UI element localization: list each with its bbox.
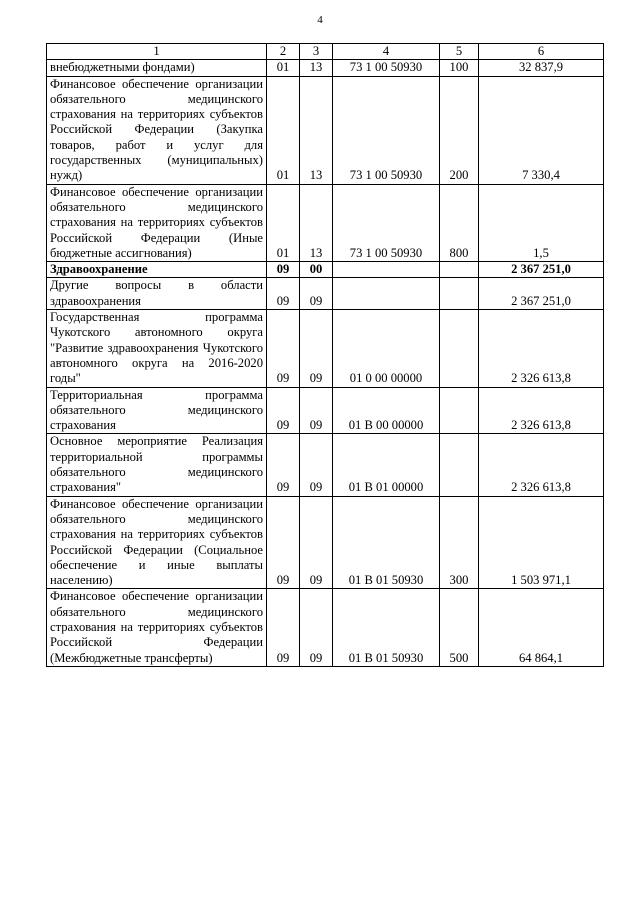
row-expense-type (440, 434, 479, 496)
row-section: 01 (267, 184, 300, 261)
row-section: 01 (267, 76, 300, 184)
table-row (47, 262, 604, 278)
header-col-5: 5 (440, 44, 479, 60)
row-expense-type: 200 (440, 76, 479, 184)
row-name: Территориальная программа обязательного медицинского страхования (47, 387, 267, 434)
row-amount: 7 330,4 (479, 76, 604, 184)
row-name: Финансовое обеспечение организации обязательного медицинского страхования на территориях субъектов Российской Федерации (Иные бюджетные ассигнования) (47, 184, 267, 261)
row-name: Здравоохранение (47, 262, 267, 278)
row-target-code: 01 В 01 50930 (333, 589, 440, 666)
row-subsection: 09 (300, 387, 333, 434)
table-row (47, 496, 604, 589)
table-row (47, 310, 604, 387)
row-section: 09 (267, 434, 300, 496)
row-subsection: 13 (300, 60, 333, 76)
row-amount: 64 864,1 (479, 589, 604, 666)
row-target-code: 01 В 00 00000 (333, 387, 440, 434)
row-name: Основное мероприятие Реализация территориальной программы обязательного медицинского страхования" (47, 434, 267, 496)
row-amount: 32 837,9 (479, 60, 604, 76)
row-expense-type: 300 (440, 496, 479, 589)
row-target-code: 73 1 00 50930 (333, 76, 440, 184)
row-target-code: 01 В 01 50930 (333, 496, 440, 589)
row-subsection: 09 (300, 278, 333, 310)
row-section: 09 (267, 589, 300, 666)
row-amount: 2 367 251,0 (479, 278, 604, 310)
row-section: 09 (267, 496, 300, 589)
table-row (47, 184, 604, 261)
row-expense-type (440, 278, 479, 310)
row-name: Финансовое обеспечение организации обязательного медицинского страхования на территориях субъектов Российской Федерации (Межбюджетные трансферты) (47, 589, 267, 666)
page-number: 4 (317, 14, 323, 26)
row-section: 09 (267, 262, 300, 278)
row-target-code: 73 1 00 50930 (333, 184, 440, 261)
table-row (47, 76, 604, 184)
row-section: 09 (267, 278, 300, 310)
row-name: Финансовое обеспечение организации обязательного медицинского страхования на территориях субъектов Российской Федерации (Закупка товаров, работ и услуг для государственных (муниципальных) нужд) (47, 76, 267, 184)
row-target-code (333, 278, 440, 310)
row-amount: 2 326 613,8 (479, 434, 604, 496)
table-header (47, 44, 604, 60)
row-target-code: 01 0 00 00000 (333, 310, 440, 387)
header-col-2: 2 (267, 44, 300, 60)
row-subsection: 09 (300, 496, 333, 589)
row-amount: 2 326 613,8 (479, 310, 604, 387)
budget-table (46, 43, 604, 667)
row-name: Другие вопросы в области здравоохранения (47, 278, 267, 310)
row-amount: 2 367 251,0 (479, 262, 604, 278)
row-amount: 1,5 (479, 184, 604, 261)
header-row (47, 44, 604, 60)
table-body (47, 60, 604, 667)
table-row (47, 278, 604, 310)
row-expense-type (440, 262, 479, 278)
row-subsection: 09 (300, 310, 333, 387)
row-expense-type: 800 (440, 184, 479, 261)
table-row (47, 434, 604, 496)
row-expense-type: 100 (440, 60, 479, 76)
table-row (47, 60, 604, 76)
row-expense-type (440, 387, 479, 434)
row-section: 01 (267, 60, 300, 76)
row-subsection: 09 (300, 434, 333, 496)
row-name: Государственная программа Чукотского автономного округа "Развитие здравоохранения Чукотского автономного округа на 2016-2020 годы" (47, 310, 267, 387)
row-target-code (333, 262, 440, 278)
row-name: внебюджетными фондами) (47, 60, 267, 76)
row-amount: 2 326 613,8 (479, 387, 604, 434)
row-section: 09 (267, 387, 300, 434)
row-subsection: 00 (300, 262, 333, 278)
row-subsection: 09 (300, 589, 333, 666)
row-name: Финансовое обеспечение организации обязательного медицинского страхования на территориях субъектов Российской Федерации (Социальное обеспечение и иные выплаты населению) (47, 496, 267, 589)
row-subsection: 13 (300, 76, 333, 184)
row-expense-type (440, 310, 479, 387)
table-row (47, 387, 604, 434)
row-target-code: 73 1 00 50930 (333, 60, 440, 76)
row-expense-type: 500 (440, 589, 479, 666)
row-target-code: 01 В 01 00000 (333, 434, 440, 496)
header-col-6: 6 (479, 44, 604, 60)
table-row (47, 589, 604, 666)
header-col-4: 4 (333, 44, 440, 60)
header-col-3: 3 (300, 44, 333, 60)
row-subsection: 13 (300, 184, 333, 261)
row-amount: 1 503 971,1 (479, 496, 604, 589)
header-col-1: 1 (47, 44, 267, 60)
row-section: 09 (267, 310, 300, 387)
